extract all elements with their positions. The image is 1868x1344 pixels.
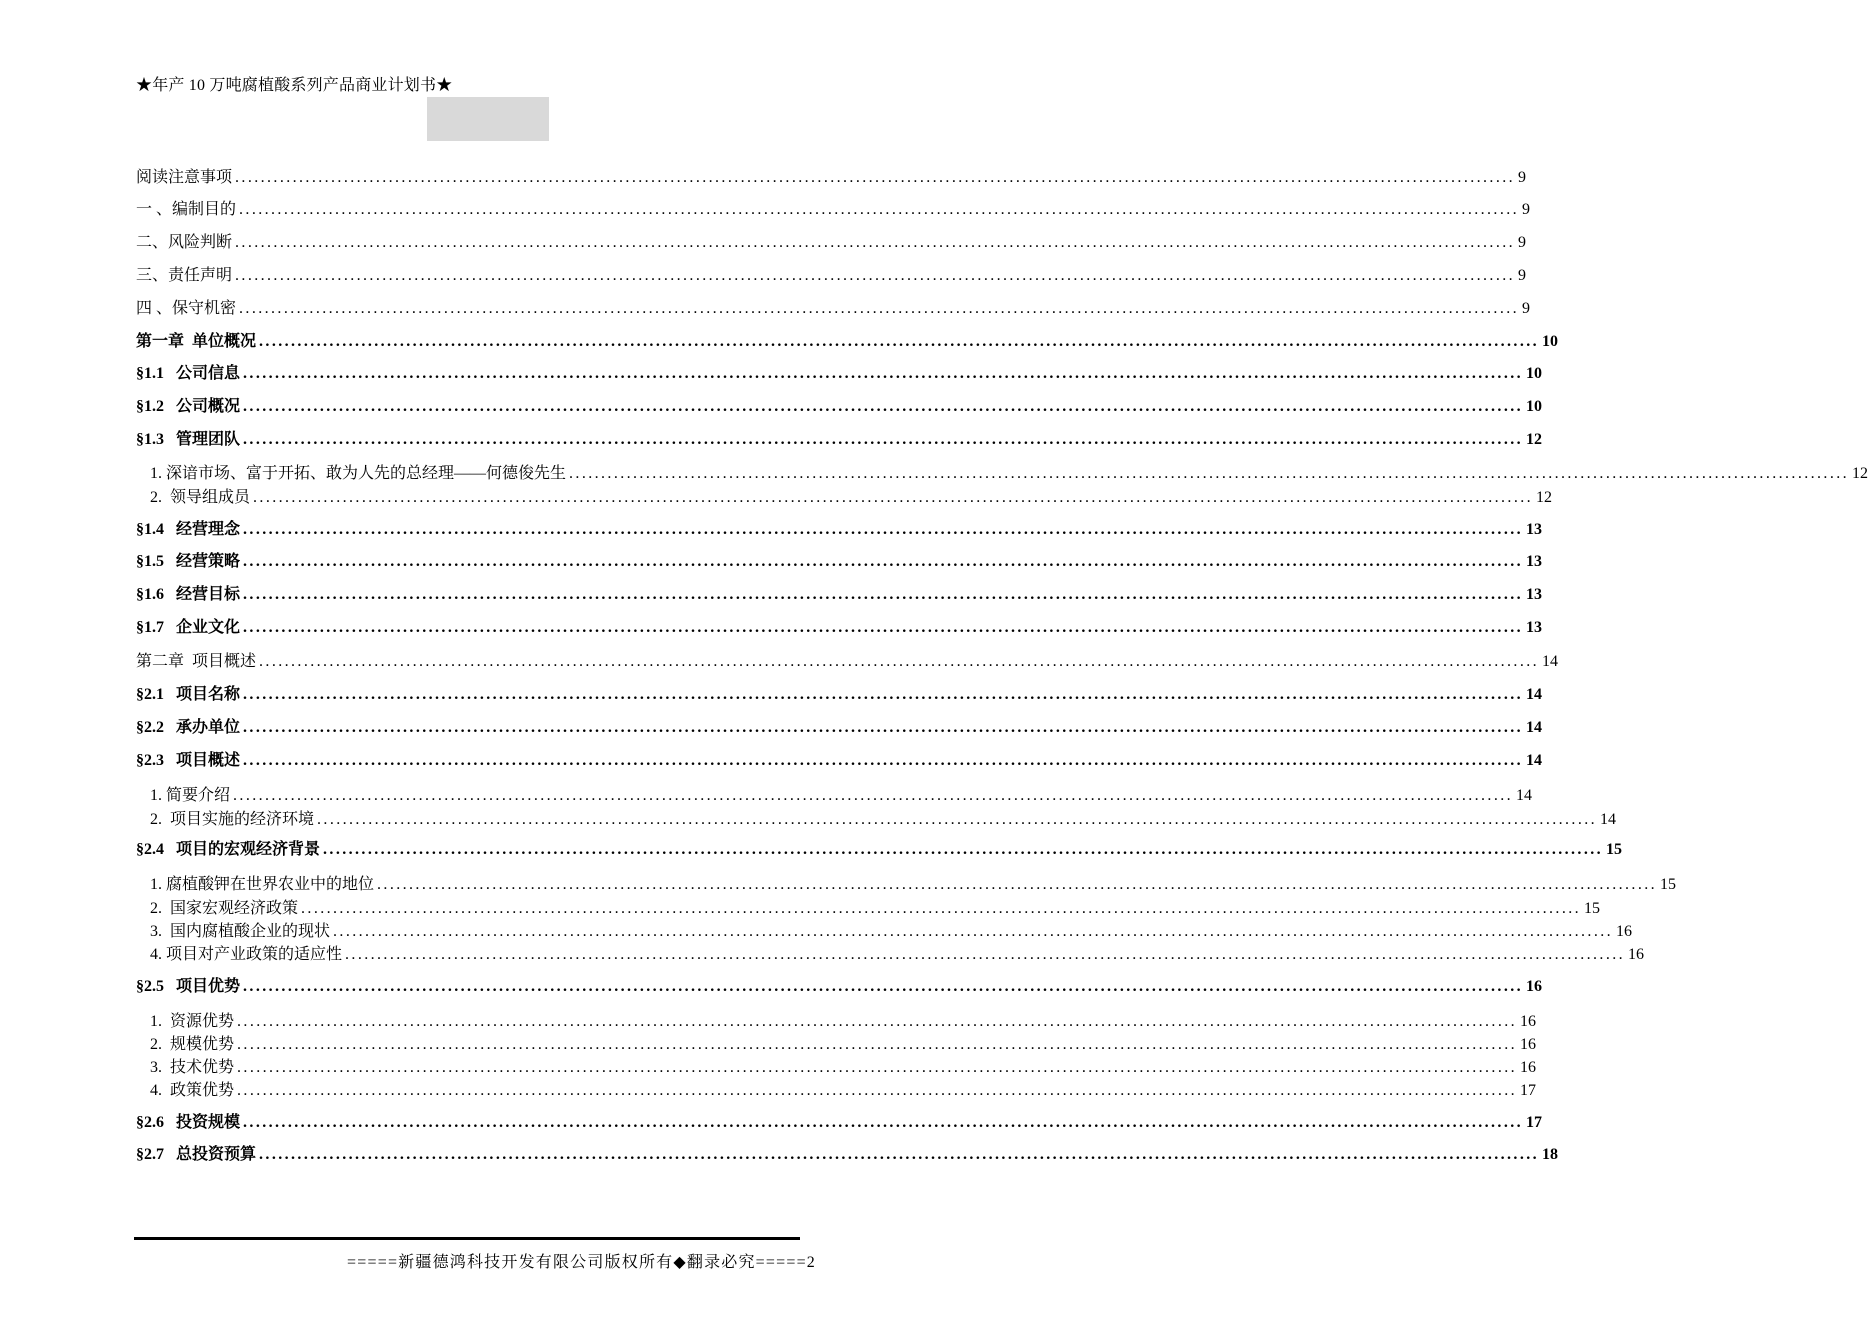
toc-entry-page-number: 12 — [1526, 431, 1543, 448]
gray-placeholder-box — [427, 97, 549, 141]
toc-entry[interactable] — [136, 297, 1531, 319]
toc-entry[interactable] — [136, 330, 1559, 352]
toc-entry[interactable] — [136, 1143, 1559, 1165]
toc-entry-page-number: 12 — [1536, 489, 1553, 506]
toc-entry-page-number: 12 — [1852, 465, 1868, 482]
footer-rule — [134, 1237, 800, 1240]
toc-entry-label: 3. 技术优势 — [150, 1059, 235, 1076]
toc-entry-page-number: 16 — [1526, 978, 1543, 995]
toc-entry-page-number: 16 — [1628, 946, 1645, 963]
toc-entry-page-number: 10 — [1526, 365, 1543, 382]
toc-entry[interactable] — [136, 166, 1527, 188]
toc-leader-dots: ........................................................................................................................................................................................................ — [243, 431, 1524, 448]
toc-entry-label: 一 、编制目的 — [136, 201, 237, 218]
toc-entry-label: 1. 资源优势 — [150, 1013, 235, 1030]
toc-entry-page-number: 13 — [1526, 619, 1543, 636]
toc-leader-dots: ........................................................................................................................................................................................................ — [243, 398, 1524, 415]
toc-entry[interactable] — [136, 231, 1527, 253]
footer-copyright: =====新疆德鸿科技开发有限公司版权所有◆翻录必究=====2 — [347, 1254, 816, 1271]
toc-entry[interactable] — [150, 486, 1553, 508]
toc-entry[interactable] — [150, 1010, 1537, 1032]
toc-leader-dots: ........................................................................................................................................................................................................ — [345, 946, 1626, 963]
toc-entry-label: 4. 政策优势 — [150, 1082, 235, 1099]
toc-leader-dots: ........................................................................................................................................................................................................ — [243, 619, 1524, 636]
toc-entry[interactable] — [150, 1056, 1537, 1078]
toc-entry-page-number: 13 — [1526, 586, 1543, 603]
toc-entry-label: 二、风险判断 — [136, 234, 233, 251]
toc-leader-dots: ........................................................................................................................................................................................................ — [243, 752, 1524, 769]
toc-entry[interactable] — [136, 975, 1543, 997]
toc-leader-dots: ........................................................................................................................................................................................................ — [253, 489, 1534, 506]
toc-entry[interactable] — [136, 362, 1543, 384]
toc-leader-dots: ........................................................................................................................................................................................................ — [243, 586, 1524, 603]
toc-entry-label: §1.1 公司信息 — [136, 365, 241, 382]
toc-entry[interactable] — [150, 1033, 1537, 1055]
toc-entry[interactable] — [136, 716, 1543, 738]
toc-entry-label: 2. 规模优势 — [150, 1036, 235, 1053]
toc-entry[interactable] — [150, 873, 1677, 895]
toc-leader-dots: ........................................................................................................................................................................................................ — [237, 1036, 1518, 1053]
toc-entry-page-number: 14 — [1526, 719, 1543, 736]
toc-entry-page-number: 14 — [1526, 752, 1543, 769]
toc-entry-page-number: 14 — [1526, 686, 1543, 703]
toc-entry-page-number: 17 — [1526, 1114, 1543, 1131]
toc-entry-label: 2. 领导组成员 — [150, 489, 251, 506]
toc-leader-dots: ........................................................................................................................................................................................................ — [243, 1114, 1524, 1131]
toc-entry-label: 四 、保守机密 — [136, 300, 237, 317]
toc-entry-label: §1.2 公司概况 — [136, 398, 241, 415]
toc-entry-label: §2.4 项目的宏观经济背景 — [136, 841, 321, 858]
toc-entry-page-number: 14 — [1516, 787, 1533, 804]
toc-entry[interactable] — [150, 808, 1617, 830]
toc-entry[interactable] — [136, 749, 1543, 771]
toc-leader-dots: ........................................................................................................................................................................................................ — [235, 234, 1516, 251]
toc-entry-page-number: 10 — [1526, 398, 1543, 415]
document-header-title: ★年产 10 万吨腐植酸系列产品商业计划书★ — [136, 77, 453, 94]
toc-entry-page-number: 16 — [1616, 923, 1633, 940]
toc-entry-label: 三、责任声明 — [136, 267, 233, 284]
toc-entry[interactable] — [136, 550, 1543, 572]
toc-entry-page-number: 15 — [1660, 876, 1677, 893]
toc-entry-page-number: 9 — [1518, 267, 1527, 284]
toc-leader-dots: ........................................................................................................................................................................................................ — [243, 365, 1524, 382]
toc-entry-label: 1. 简要介绍 — [150, 787, 231, 804]
toc-leader-dots: ........................................................................................................................................................................................................ — [317, 811, 1598, 828]
toc-entry-label: §2.2 承办单位 — [136, 719, 241, 736]
toc-entry-page-number: 14 — [1600, 811, 1617, 828]
toc-leader-dots: ........................................................................................................................................................................................................ — [259, 333, 1540, 350]
toc-entry-label: 阅读注意事项 — [136, 169, 233, 186]
toc-leader-dots: ........................................................................................................................................................................................................ — [235, 267, 1516, 284]
toc-leader-dots: ........................................................................................................................................................................................................ — [237, 1013, 1518, 1030]
toc-entry[interactable] — [136, 1111, 1543, 1133]
toc-leader-dots: ........................................................................................................................................................................................................ — [239, 201, 1520, 218]
toc-entry[interactable] — [150, 943, 1645, 965]
toc-leader-dots: ........................................................................................................................................................................................................ — [237, 1082, 1518, 1099]
toc-entry[interactable] — [150, 1079, 1537, 1101]
toc-leader-dots: ........................................................................................................................................................................................................ — [243, 686, 1524, 703]
toc-entry[interactable] — [136, 583, 1543, 605]
toc-entry-page-number: 16 — [1520, 1036, 1537, 1053]
toc-leader-dots: ........................................................................................................................................................................................................ — [235, 169, 1516, 186]
toc-entry-label: 2. 国家宏观经济政策 — [150, 900, 299, 917]
toc-entry-label: 第一章 单位概况 — [136, 333, 257, 350]
toc-entry[interactable] — [136, 650, 1559, 672]
toc-entry-label: 2. 项目实施的经济环境 — [150, 811, 315, 828]
toc-entry-label: §2.1 项目名称 — [136, 686, 241, 703]
toc-entry-label: 1. 深谙市场、富于开拓、敢为人先的总经理——何德俊先生 — [150, 465, 567, 482]
toc-entry-page-number: 13 — [1526, 553, 1543, 570]
toc-entry-page-number: 16 — [1520, 1059, 1537, 1076]
toc-leader-dots: ........................................................................................................................................................................................................ — [301, 900, 1582, 917]
toc-entry-page-number: 17 — [1520, 1082, 1537, 1099]
toc-entry[interactable] — [136, 395, 1543, 417]
toc-leader-dots: ........................................................................................................................................................................................................ — [323, 841, 1604, 858]
toc-leader-dots: ........................................................................................................................................................................................................ — [259, 653, 1540, 670]
toc-entry[interactable] — [136, 428, 1543, 450]
toc-entry[interactable] — [136, 264, 1527, 286]
toc-entry-label: §1.3 管理团队 — [136, 431, 241, 448]
toc-entry-page-number: 16 — [1520, 1013, 1537, 1030]
toc-entry-page-number: 14 — [1542, 653, 1559, 670]
toc-entry[interactable] — [136, 616, 1543, 638]
toc-entry[interactable] — [150, 920, 1633, 942]
toc-entry-label: §1.7 企业文化 — [136, 619, 241, 636]
toc-leader-dots: ........................................................................................................................................................................................................ — [233, 787, 1514, 804]
toc-entry-page-number: 13 — [1526, 521, 1543, 538]
toc-leader-dots: ........................................................................................................................................................................................................ — [243, 719, 1524, 736]
toc-leader-dots: ........................................................................................................................................................................................................ — [237, 1059, 1518, 1076]
toc-entry[interactable] — [150, 784, 1533, 806]
toc-entry-page-number: 9 — [1522, 300, 1531, 317]
toc-entry[interactable] — [150, 462, 1868, 484]
toc-entry[interactable] — [136, 683, 1543, 705]
toc-entry-label: §1.5 经营策略 — [136, 553, 241, 570]
toc-leader-dots: ........................................................................................................................................................................................................ — [243, 553, 1524, 570]
toc-entry-label: §2.7 总投资预算 — [136, 1146, 257, 1163]
toc-entry-label: §2.5 项目优势 — [136, 978, 241, 995]
toc-entry[interactable] — [136, 838, 1623, 860]
toc-entry-page-number: 15 — [1584, 900, 1601, 917]
toc-entry-page-number: 9 — [1518, 234, 1527, 251]
toc-entry-label: 3. 国内腐植酸企业的现状 — [150, 923, 331, 940]
toc-entry-label: 4. 项目对产业政策的适应性 — [150, 946, 343, 963]
toc-entry-page-number: 10 — [1542, 333, 1559, 350]
toc-entry[interactable] — [150, 897, 1601, 919]
toc-entry-page-number: 9 — [1522, 201, 1531, 218]
toc-entry-page-number: 18 — [1542, 1146, 1559, 1163]
toc-entry-label: 1. 腐植酸钾在世界农业中的地位 — [150, 876, 375, 893]
toc-leader-dots: ........................................................................................................................................................................................................ — [333, 923, 1614, 940]
toc-entry-label: §2.6 投资规模 — [136, 1114, 241, 1131]
toc-entry-label: §1.6 经营目标 — [136, 586, 241, 603]
toc-entry-label: §1.4 经营理念 — [136, 521, 241, 538]
toc-entry-page-number: 15 — [1606, 841, 1623, 858]
toc-leader-dots: ........................................................................................................................................................................................................ — [243, 521, 1524, 538]
toc-entry-label: 第二章 项目概述 — [136, 653, 257, 670]
toc-leader-dots: ........................................................................................................................................................................................................ — [259, 1146, 1540, 1163]
toc-entry-label: §2.3 项目概述 — [136, 752, 241, 769]
toc-entry[interactable] — [136, 198, 1531, 220]
toc-leader-dots: ........................................................................................................................................................................................................ — [243, 978, 1524, 995]
toc-entry-page-number: 9 — [1518, 169, 1527, 186]
toc-leader-dots: ........................................................................................................................................................................................................ — [377, 876, 1658, 893]
toc-leader-dots: ........................................................................................................................................................................................................ — [569, 465, 1850, 482]
toc-leader-dots: ........................................................................................................................................................................................................ — [239, 300, 1520, 317]
toc-entry[interactable] — [136, 518, 1543, 540]
